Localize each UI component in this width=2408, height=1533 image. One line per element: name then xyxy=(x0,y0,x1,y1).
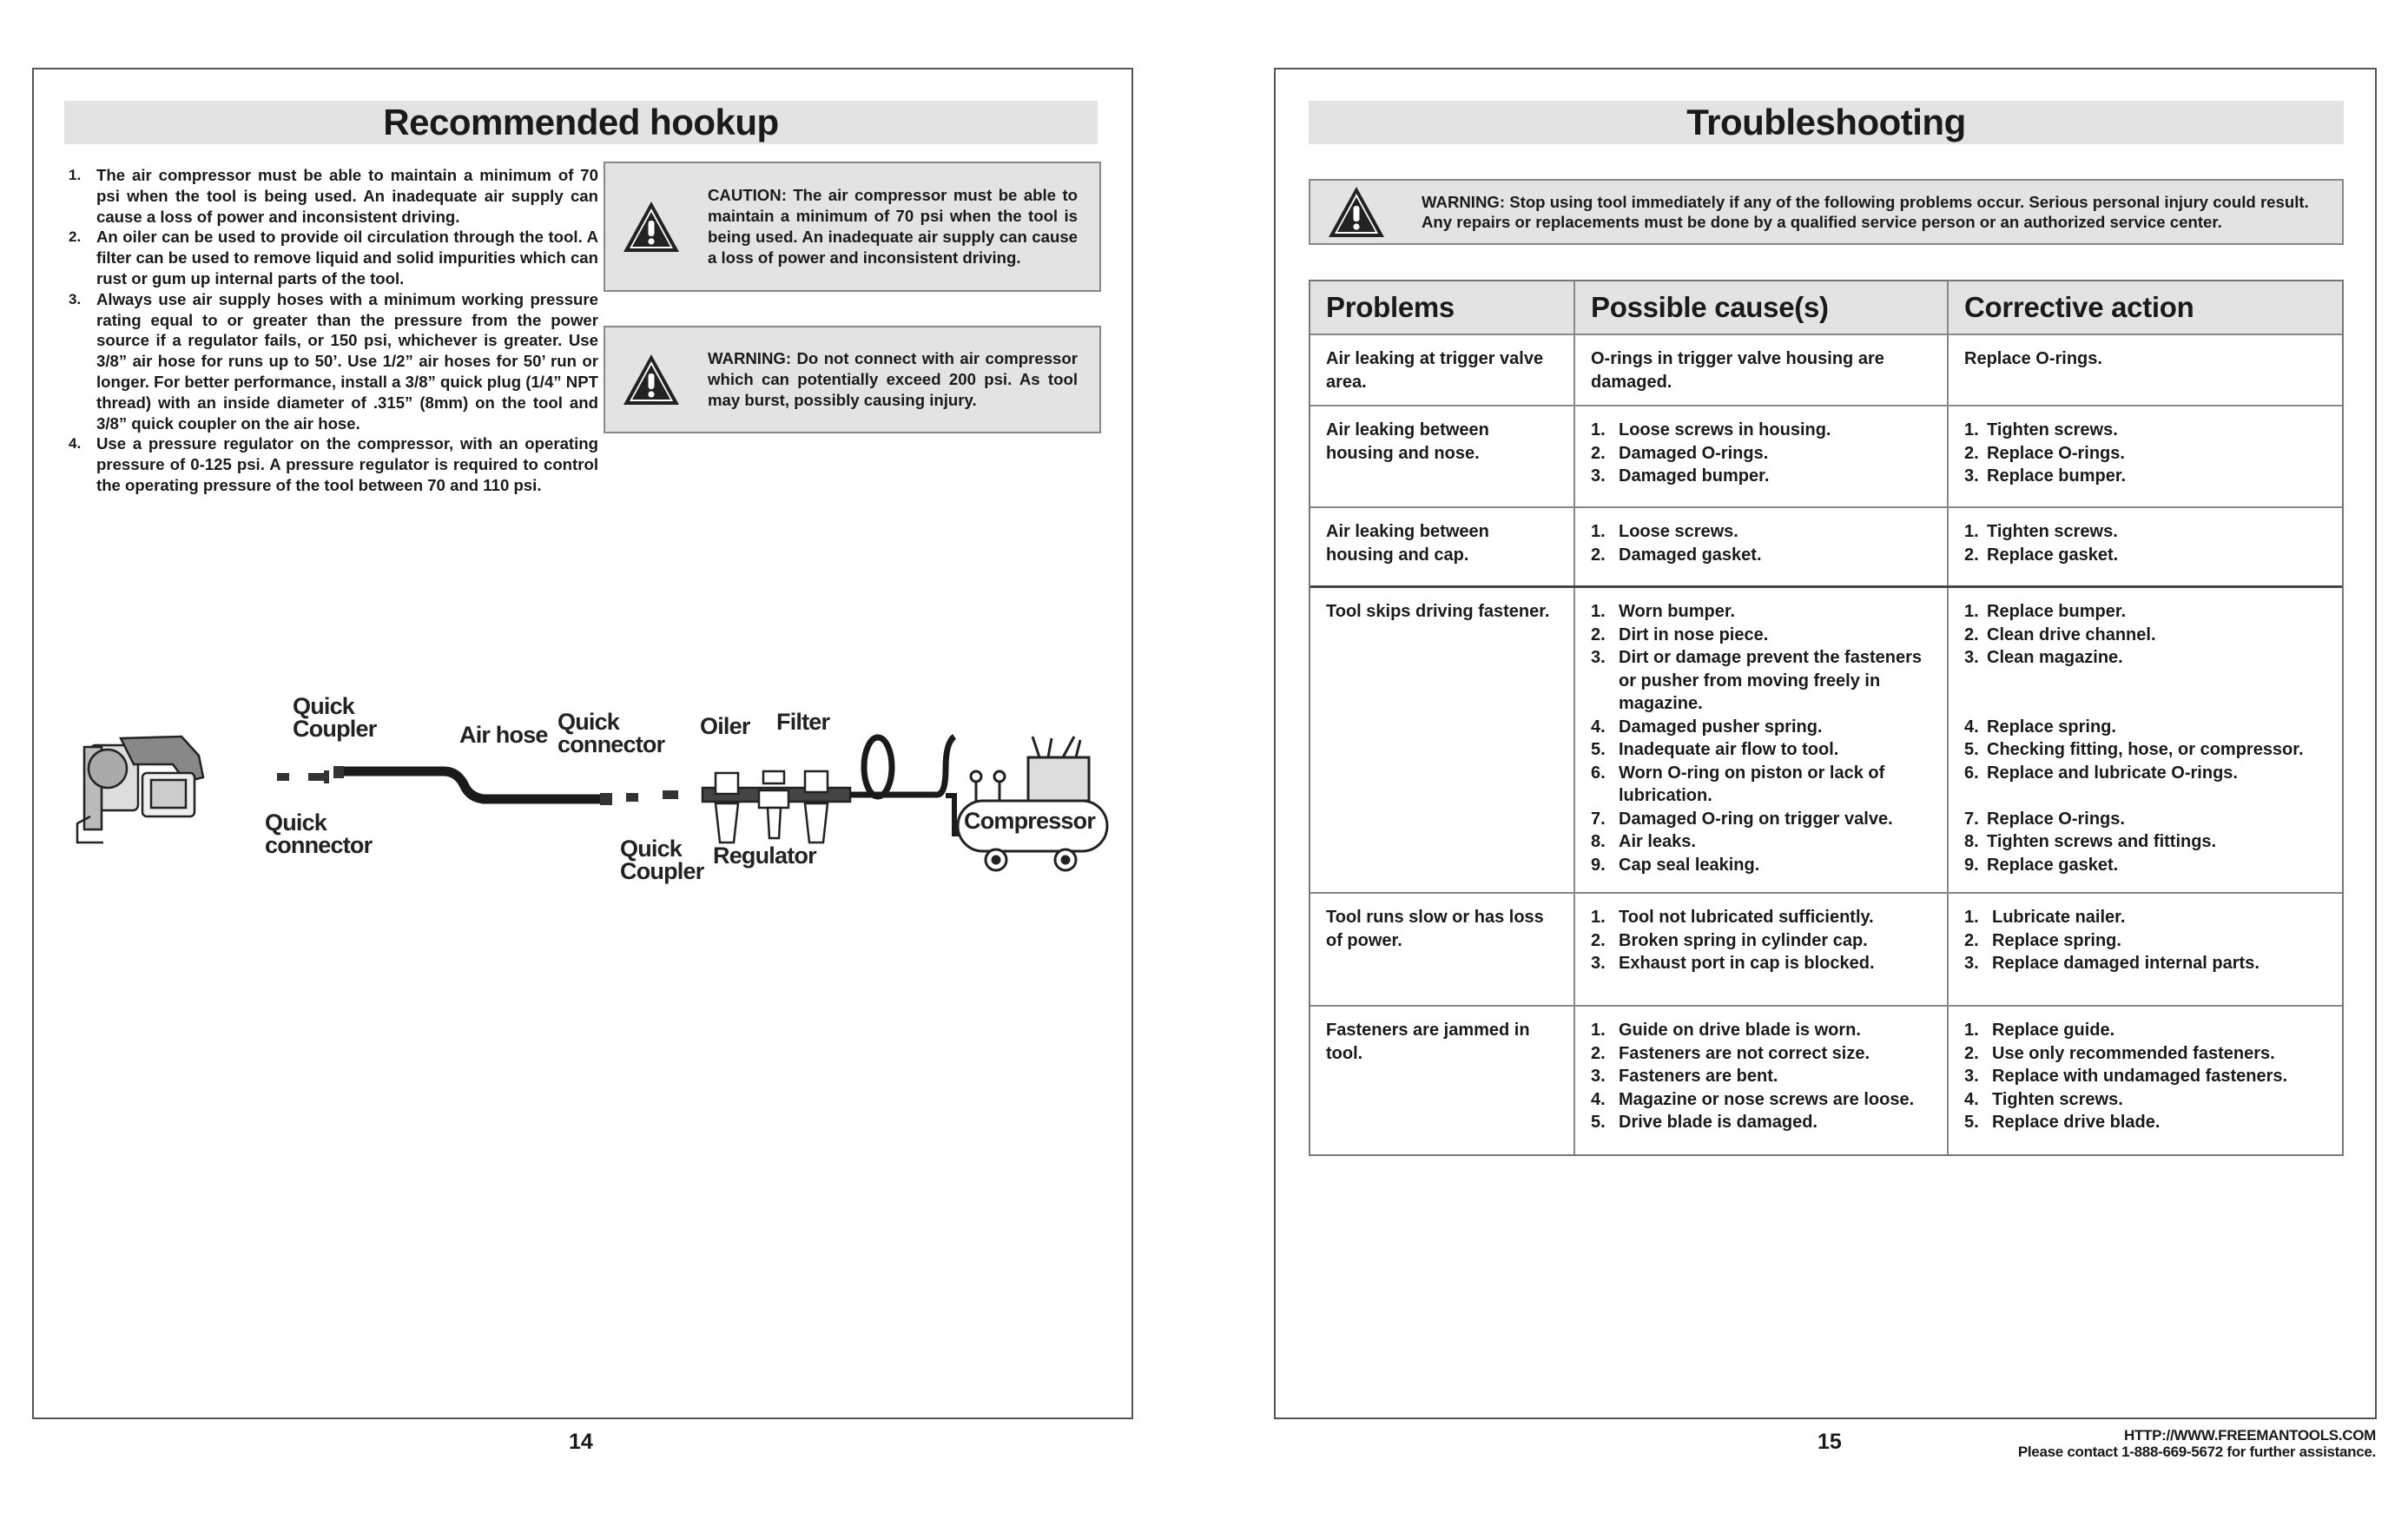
table-header xyxy=(1310,281,2342,335)
actions-cell xyxy=(1949,335,2342,405)
list-item-number: 2. xyxy=(1591,443,1606,463)
list-item-number: 1. xyxy=(69,167,82,183)
list-item-text: Damaged O-rings. xyxy=(1619,443,1769,463)
list-item-text: Use a pressure regulator on the compressor, with an operating pressure of 0-125 psi. A pressure regulator is required to control the operating pressure of the tool between 70 and 110 psi. xyxy=(96,434,598,494)
list-item xyxy=(1591,419,1931,442)
warning-triangle-icon xyxy=(621,199,682,254)
problem-cell: Tool skips driving fastener. xyxy=(1310,588,1575,892)
list-item xyxy=(1591,738,1931,762)
hookup-steps-list xyxy=(69,165,598,496)
footer-contact xyxy=(2018,1427,2376,1460)
list-item-text: Replace O-rings. xyxy=(1987,809,2125,829)
list-item-text: Replace with undamaged fasteners. xyxy=(1992,1067,2288,1086)
list-item-number: 3. xyxy=(1591,1067,1606,1086)
page-number: 15 xyxy=(1818,1430,1842,1454)
header-corrective-action: Corrective action xyxy=(1964,291,2194,323)
list-item-text: O-rings in trigger valve housing are damaged. xyxy=(1591,349,1884,392)
list-item xyxy=(1591,854,1931,877)
list-item xyxy=(1591,830,1931,854)
list-item xyxy=(1964,624,2326,647)
list-item-text: The air compressor must be able to maintain a minimum of 70 psi when the tool is being used. An inadequate air supply can cause a loss of power and inconsistent driving. xyxy=(96,166,598,226)
list-item-number: 1. xyxy=(1964,522,1979,541)
list-item-number: 6. xyxy=(1591,763,1606,783)
list-item-text: Lubricate nailer. xyxy=(1992,908,2126,927)
page-title: Recommended hookup xyxy=(64,101,1098,144)
list-item-text: Guide on drive blade is worn. xyxy=(1619,1021,1861,1040)
list-item-number: 5. xyxy=(1591,740,1606,759)
list-item xyxy=(1591,1019,1931,1042)
list-item-number: 5. xyxy=(1591,1113,1606,1132)
causes-cell xyxy=(1575,335,1949,405)
list-item-text: Replace guide. xyxy=(1992,1021,2115,1040)
list-item-text: Broken spring in cylinder cap. xyxy=(1619,930,1868,950)
list-item xyxy=(1591,1088,1931,1112)
list-item xyxy=(1591,1042,1931,1066)
list-item-text: Tighten screws and fittings. xyxy=(1987,832,2217,851)
list-item-number: 4. xyxy=(1591,717,1606,737)
list-item-number: 1. xyxy=(1591,908,1606,927)
list-item-number: 2. xyxy=(1964,443,1979,463)
list-item-text: Replace O-rings. xyxy=(1964,349,2102,368)
list-item xyxy=(1964,952,2326,975)
list-item-text: Exhaust port in cap is blocked. xyxy=(1619,954,1875,973)
list-item-number: 1. xyxy=(1591,420,1606,439)
list-item xyxy=(69,227,598,288)
list-item-text: Clean magazine. xyxy=(1987,648,2123,667)
actions-cell xyxy=(1949,508,2342,585)
footer-url: HTTP://WWW.FREEMANTOOLS.COM xyxy=(2124,1427,2376,1444)
list-item xyxy=(1964,808,2326,831)
list-item-text: Tighten screws. xyxy=(1987,420,2118,439)
list-item-number: 2. xyxy=(69,228,82,246)
list-item-number: 5. xyxy=(1964,740,1979,759)
list-item-text: Drive blade is damaged. xyxy=(1619,1113,1818,1132)
list-item-number: 9. xyxy=(1964,855,1979,875)
list-item xyxy=(1591,442,1931,466)
header-possible-causes: Possible cause(s) xyxy=(1575,281,1949,334)
air-hose-line xyxy=(342,771,600,799)
list-item-text: Dirt or damage prevent the fasteners or pusher from moving freely in magazine. xyxy=(1619,648,1922,713)
problem-cell: Air leaking at trigger valve area. xyxy=(1310,335,1575,405)
footer-phone: Please contact 1-888-669-5672 for further assistance. xyxy=(2017,1444,2376,1460)
list-item-text: Replace gasket. xyxy=(1987,855,2119,875)
actions-cell xyxy=(1949,588,2342,892)
list-item-number: 1. xyxy=(1591,1021,1606,1040)
causes-cell xyxy=(1575,508,1949,585)
list-item-number: 3. xyxy=(1591,648,1606,667)
warning-box xyxy=(604,326,1101,433)
label-quick-connector: connector xyxy=(265,832,373,858)
list-item xyxy=(1964,830,2326,854)
list-item xyxy=(1591,716,1931,739)
causes-cell xyxy=(1575,894,1949,1005)
list-item xyxy=(1591,544,1931,567)
list-item xyxy=(1964,716,2326,739)
table-row xyxy=(1310,588,2342,894)
list-item-number: 9. xyxy=(1591,855,1606,875)
actions-cell xyxy=(1949,1007,2342,1154)
list-item-number: 3. xyxy=(1964,648,1979,667)
list-spacer xyxy=(1964,670,2326,693)
list-item-text: Tool not lubricated sufficiently. xyxy=(1619,908,1874,927)
label-quick-connector: connector xyxy=(557,731,665,757)
list-item-number: 3. xyxy=(1964,466,1979,486)
list-item-text: Always use air supply hoses with a minimum working pressure rating equal to or greater than the pressure from the power source if a regulator fails, or 150 psi, whichever is greater. Use 3/8” air hose for runs up to 50’. Use 1/2” air hoses for 50’ run or longer. For better performance, install a 3/8” quick plug (1/4” NPT thread) with an inside diameter of .315” (8mm) on the tool and 3/8” quick coupler on the air hose. xyxy=(96,289,598,433)
list-item xyxy=(1964,442,2326,466)
list-item xyxy=(69,433,598,495)
page-title: Troubleshooting xyxy=(1309,101,2344,144)
list-item xyxy=(1964,738,2326,762)
actions-cell xyxy=(1949,894,2342,1005)
list-item-number: 2. xyxy=(1964,545,1979,565)
list-item-text: Damaged O-ring on trigger valve. xyxy=(1619,809,1893,829)
list-item xyxy=(1964,762,2326,785)
list-item-text: Worn bumper. xyxy=(1619,602,1736,621)
list-item-text: Dirt in nose piece. xyxy=(1619,624,1769,644)
label-quick-connector: Quick xyxy=(557,709,620,735)
list-item-number: 8. xyxy=(1964,832,1979,851)
list-item-number: 2. xyxy=(1591,1043,1606,1063)
list-item xyxy=(1591,1065,1931,1088)
list-item xyxy=(1964,906,2326,929)
list-item-text: Use only recommended fasteners. xyxy=(1992,1043,2275,1063)
list-spacer xyxy=(1964,784,2326,808)
troubleshooting-table xyxy=(1309,280,2344,1156)
list-item-text: Loose screws in housing. xyxy=(1619,420,1831,439)
list-item-text: Replace bumper. xyxy=(1987,466,2127,486)
list-item xyxy=(69,289,598,434)
list-item-number: 3. xyxy=(1591,954,1606,973)
list-item-text: Air leaks. xyxy=(1619,832,1696,851)
list-item xyxy=(1591,520,1931,544)
list-item-text: Checking fitting, hose, or compressor. xyxy=(1987,740,2304,759)
list-item-text: An oiler can be used to provide oil circulation through the tool. A filter can be used to remove liquid and solid impurities which can rust or gum up internal parts of the tool. xyxy=(96,228,598,287)
list-item-number: 8. xyxy=(1591,832,1606,851)
list-item-text: Replace and lubricate O-rings. xyxy=(1987,763,2238,783)
page-left xyxy=(32,68,1133,1419)
list-item-text: Replace gasket. xyxy=(1987,545,2119,565)
list-item xyxy=(1964,646,2326,670)
list-item-number: 3. xyxy=(69,290,82,307)
causes-cell xyxy=(1575,406,1949,506)
list-item-text: Replace bumper. xyxy=(1987,602,2127,621)
list-item-number: 3. xyxy=(1964,1067,1979,1086)
list-item xyxy=(1591,347,1931,393)
label-quick-coupler: Quick xyxy=(620,836,683,862)
list-item xyxy=(1964,419,2326,442)
list-item-text: Fasteners are bent. xyxy=(1619,1067,1778,1086)
list-item-number: 1. xyxy=(1964,1021,1979,1040)
list-item xyxy=(1964,854,2326,877)
label-quick-coupler: Coupler xyxy=(293,716,377,742)
list-item xyxy=(1591,762,1931,808)
table-row xyxy=(1310,894,2342,1007)
list-item-text: Replace drive blade. xyxy=(1992,1113,2161,1132)
list-item-number: 1. xyxy=(1964,420,1979,439)
list-item xyxy=(1964,520,2326,544)
table-row xyxy=(1310,508,2342,588)
label-oiler: Oiler xyxy=(700,713,750,739)
table-row xyxy=(1310,406,2342,508)
list-item-text: Tighten screws. xyxy=(1992,1089,2123,1109)
list-item-number: 1. xyxy=(1591,602,1606,621)
nailer-icon xyxy=(77,737,203,842)
list-item-number: 2. xyxy=(1964,624,1979,644)
list-item xyxy=(1591,600,1931,624)
list-item-number: 2. xyxy=(1591,624,1606,644)
warning-text: WARNING: Do not connect with air compressor which can potentially exceed 200 psi. As tool may burst, possibly causing injury. xyxy=(708,349,1078,409)
causes-cell xyxy=(1575,1007,1949,1154)
oiler-filter-regulator-icon xyxy=(703,771,850,842)
list-item-number: 4. xyxy=(1964,717,1979,737)
list-item-text: Replace damaged internal parts. xyxy=(1992,954,2260,973)
problem-cell: Fasteners are jammed in tool. xyxy=(1310,1007,1575,1154)
header-problems: Problems xyxy=(1310,281,1575,334)
list-item xyxy=(1591,1111,1931,1134)
list-item-text: Damaged gasket. xyxy=(1619,545,1762,565)
label-quick-connector: Quick xyxy=(265,809,327,836)
list-item-text: Cap seal leaking. xyxy=(1619,855,1760,875)
list-item-number: 3. xyxy=(1591,466,1606,486)
label-filter: Filter xyxy=(776,709,830,735)
list-item-number: 2. xyxy=(1964,1043,1979,1063)
list-item xyxy=(1964,1019,2326,1042)
label-quick-coupler: Coupler xyxy=(620,858,704,884)
list-item xyxy=(1964,929,2326,953)
list-item xyxy=(1964,1088,2326,1112)
list-item-text: Inadequate air flow to tool. xyxy=(1619,740,1839,759)
label-compressor: Compressor xyxy=(964,808,1096,834)
list-item-number: 2. xyxy=(1591,545,1606,565)
list-item xyxy=(1964,465,2326,488)
list-item-number: 2. xyxy=(1964,930,1979,950)
list-item-text: Replace O-rings. xyxy=(1987,443,2125,463)
list-item-number: 7. xyxy=(1964,809,1979,829)
list-item xyxy=(1964,1042,2326,1066)
list-item xyxy=(1591,465,1931,488)
list-item-text: Damaged pusher spring. xyxy=(1619,717,1823,737)
table-row xyxy=(1310,1007,2342,1154)
troubleshooting-warning-box xyxy=(1309,179,2344,245)
list-item-text: Replace spring. xyxy=(1987,717,2116,737)
problem-cell: Air leaking between housing and cap. xyxy=(1310,508,1575,585)
list-item-number: 1. xyxy=(1964,908,1979,927)
list-item xyxy=(1964,1065,2326,1088)
list-item-text: Tighten screws. xyxy=(1987,522,2118,541)
list-item-number: 4. xyxy=(1964,1089,1979,1109)
list-item xyxy=(1591,808,1931,831)
list-item-number: 5. xyxy=(1964,1113,1979,1132)
list-item-text: Replace spring. xyxy=(1992,930,2121,950)
list-item xyxy=(1591,952,1931,975)
list-item-text: Worn O-ring on piston or lack of lubrication. xyxy=(1619,763,1885,805)
warning-triangle-icon xyxy=(621,352,682,407)
actions-cell xyxy=(1949,406,2342,506)
list-item-text: Fasteners are not correct size. xyxy=(1619,1043,1870,1063)
label-quick-coupler: Quick xyxy=(293,693,355,719)
list-item xyxy=(1964,600,2326,624)
table-row xyxy=(1310,335,2342,406)
page-right xyxy=(1274,68,2377,1419)
list-item-number: 2. xyxy=(1591,930,1606,950)
hookup-diagram xyxy=(69,608,1128,903)
list-item-number: 4. xyxy=(69,435,82,453)
list-item-number: 1. xyxy=(1591,522,1606,541)
caution-box xyxy=(604,162,1101,292)
compressor-icon xyxy=(958,737,1107,870)
list-item-number: 7. xyxy=(1591,809,1606,829)
label-regulator: Regulator xyxy=(713,842,816,869)
list-item xyxy=(1591,624,1931,647)
list-item xyxy=(1591,929,1931,953)
list-item xyxy=(1964,544,2326,567)
list-item-number: 1. xyxy=(1964,602,1979,621)
warning-triangle-icon xyxy=(1326,184,1387,240)
problem-cell: Air leaking between housing and nose. xyxy=(1310,406,1575,506)
warning-text: WARNING: Stop using tool immediately if any of the following problems occur. Serious personal injury could result. Any repairs or replacements must be done by a qualified service person or an authorized service center. xyxy=(1422,192,2309,231)
list-item xyxy=(1964,1111,2326,1134)
list-item xyxy=(69,165,598,227)
list-item xyxy=(1591,906,1931,929)
quick-connector-icon xyxy=(277,770,329,783)
list-item-text: Magazine or nose screws are loose. xyxy=(1619,1089,1915,1109)
causes-cell xyxy=(1575,588,1949,892)
list-item-text: Loose screws. xyxy=(1619,522,1738,541)
list-spacer xyxy=(1964,692,2326,716)
list-item-number: 3. xyxy=(1964,954,1979,973)
page-number: 14 xyxy=(569,1430,593,1454)
problem-cell: Tool runs slow or has loss of power. xyxy=(1310,894,1575,1005)
list-item-text: Clean drive channel. xyxy=(1987,624,2156,644)
list-item-number: 4. xyxy=(1591,1089,1606,1109)
list-item-number: 6. xyxy=(1964,763,1979,783)
label-air-hose: Air hose xyxy=(459,722,548,748)
list-item xyxy=(1964,347,2326,371)
caution-text: CAUTION: The air compressor must be able to maintain a minimum of 70 psi when the tool is being used. An inadequate air supply can cause a loss of power and inconsistent driving. xyxy=(708,186,1078,267)
list-item-text: Damaged bumper. xyxy=(1619,466,1770,486)
list-item xyxy=(1591,646,1931,716)
